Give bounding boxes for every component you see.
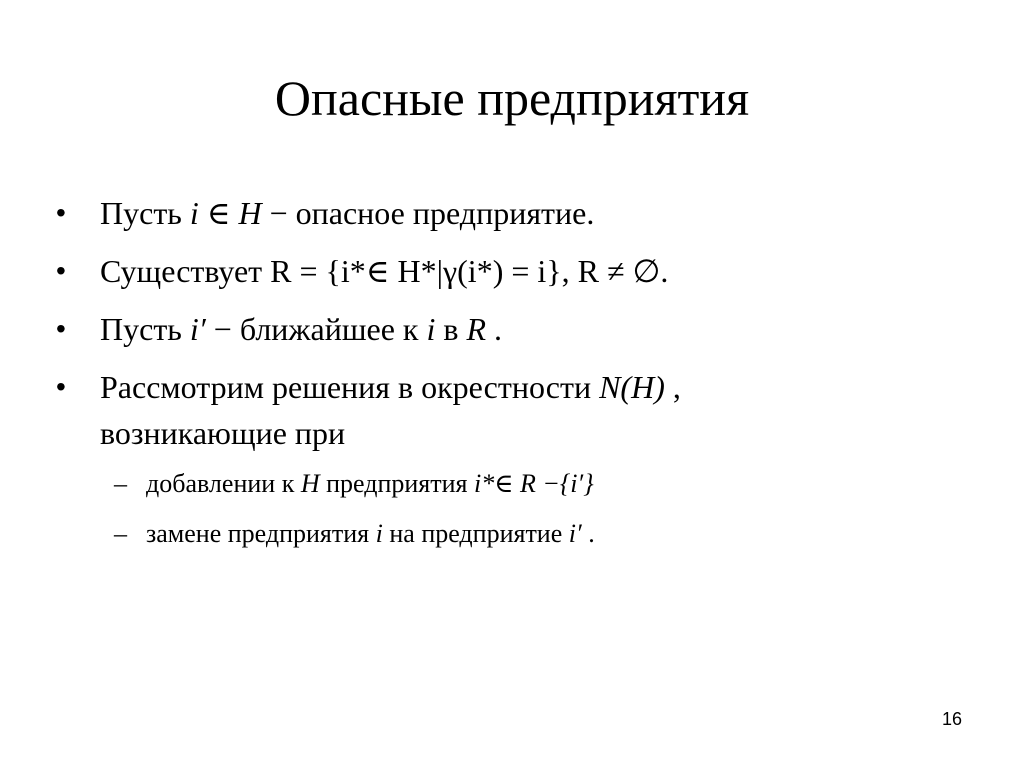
math-expression: i (426, 311, 436, 347)
bullet-text: Рассмотрим решения в окрестности (100, 369, 600, 405)
bullet-text: Существует (100, 253, 263, 289)
sub-bullet-text: на предприятие (389, 519, 569, 548)
sub-bullet-text: добавлении к (146, 469, 301, 498)
sub-bullet-text: предприятия (326, 469, 474, 498)
bullet-text: в (443, 311, 467, 347)
math-expression: i ∈ H (189, 195, 262, 231)
bullet-text: возникающие при (100, 415, 346, 451)
bullet-marker: • (56, 255, 66, 286)
sub-bullet-item (114, 518, 595, 550)
bullet-text: − опасное предприятие. (269, 195, 595, 231)
sub-bullet-text: замене предприятия (146, 519, 376, 548)
bullet-item (56, 368, 681, 406)
sub-bullet-text: . (588, 519, 595, 548)
math-expression: i′ (189, 311, 206, 347)
sub-bullet-marker: – (114, 469, 127, 498)
bullet-text: Пусть (100, 195, 182, 231)
bullet-item (56, 194, 595, 232)
math-expression: N(H) (599, 369, 665, 405)
math-expression: H (300, 469, 320, 498)
math-expression: R = {i*∈ H*|γ(i*) = i}, R ≠ ∅. (270, 253, 669, 289)
bullet-marker: • (56, 197, 66, 228)
bullet-text: Пусть (100, 311, 182, 347)
math-expression: i (375, 519, 383, 548)
page-number: 16 (941, 709, 962, 729)
sub-bullet-marker: – (114, 519, 127, 548)
bullet-marker: • (56, 371, 66, 402)
bullet-item (56, 310, 502, 348)
slide-title: Опасные предприятия (274, 70, 750, 126)
sub-bullet-item (114, 468, 594, 500)
math-expression: i*∈ R −{i′} (473, 469, 594, 498)
math-expression: i′ (568, 519, 582, 548)
bullet-text: . (493, 311, 502, 347)
bullet-text: , (672, 369, 681, 405)
bullet-continuation (100, 414, 345, 452)
bullet-text: − ближайшее к (213, 311, 427, 347)
math-expression: R (466, 311, 486, 347)
bullet-item (56, 252, 669, 290)
bullet-marker: • (56, 313, 66, 344)
